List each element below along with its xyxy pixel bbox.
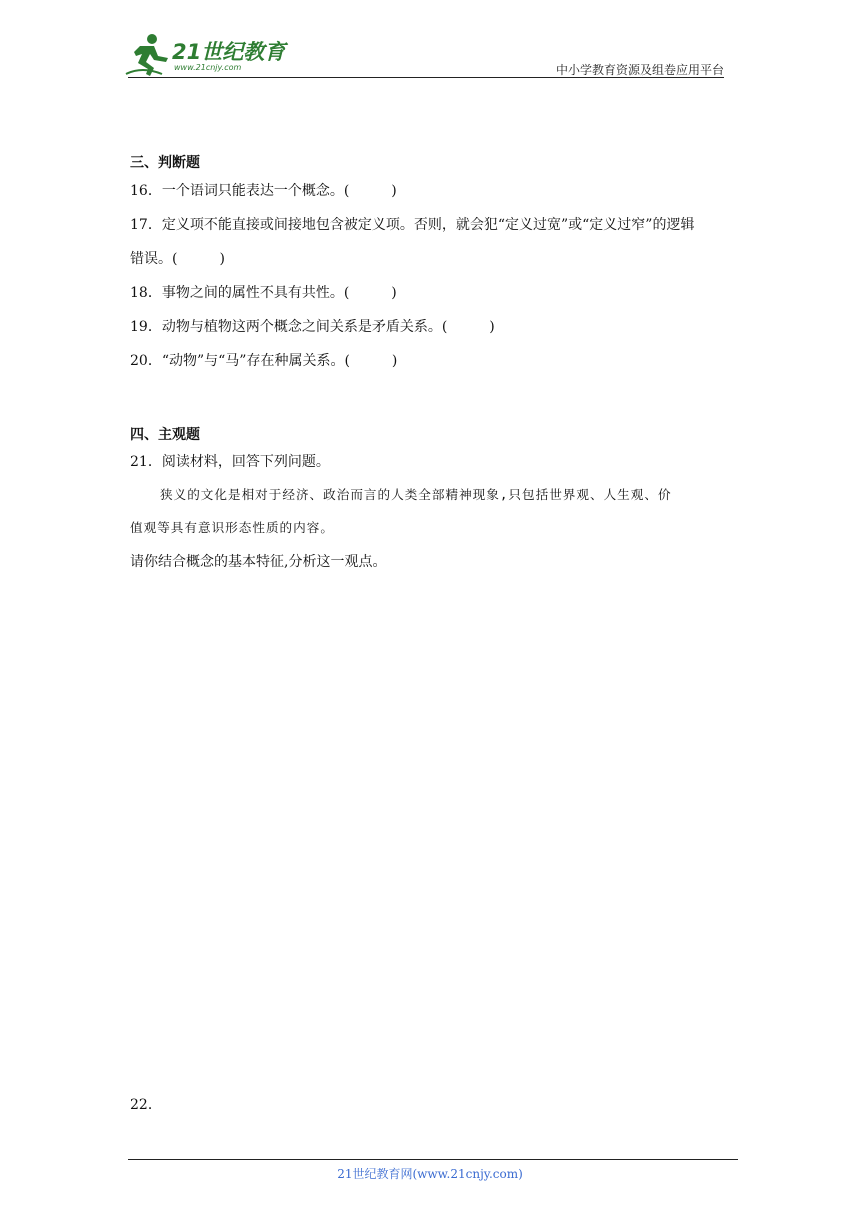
question-16: 16．一个语词只能表达一个概念。( ) [130,183,397,199]
question-20: 20．“动物”与“马”存在种属关系。( ) [130,353,398,369]
header-divider [128,77,724,78]
footer-divider [128,1159,738,1160]
question-22: 22． [130,1097,162,1113]
logo-text: 21世纪教育 [172,40,286,64]
question-18: 18．事物之间的属性不具有共性。( ) [130,285,397,301]
logo-url: www.21cnjy.com [174,63,242,72]
question-17-line-1: 17．定义项不能直接或间接地包含被定义项。否则，就会犯“定义过宽”或“定义过窄”的逻辑 [130,217,695,233]
question-19: 19．动物与植物这两个概念之间关系是矛盾关系。( ) [130,319,495,335]
reading-material-line-2: 值观等具有意识形态性质的内容。 [130,520,334,535]
question-17-line-2: 错误。( ) [130,251,225,267]
question-21: 21．阅读材料，回答下列问题。 [130,454,330,470]
footer-link[interactable]: 21世纪教育网(www.21cnjy.com) [337,1167,523,1181]
section-title-subjective: 四、主观题 [130,427,200,443]
section-title-judgement: 三、判断题 [130,155,200,171]
reading-material-line-1: 狭义的文化是相对于经济、政治而言的人类全部精神现象,只包括世界观、人生观、价 [160,487,672,502]
site-logo[interactable] [122,30,292,80]
platform-name: 中小学教育资源及组卷应用平台 [555,63,724,77]
runner-logo-icon [122,30,172,80]
question-21-prompt: 请你结合概念的基本特征,分析这一观点。 [130,554,387,570]
